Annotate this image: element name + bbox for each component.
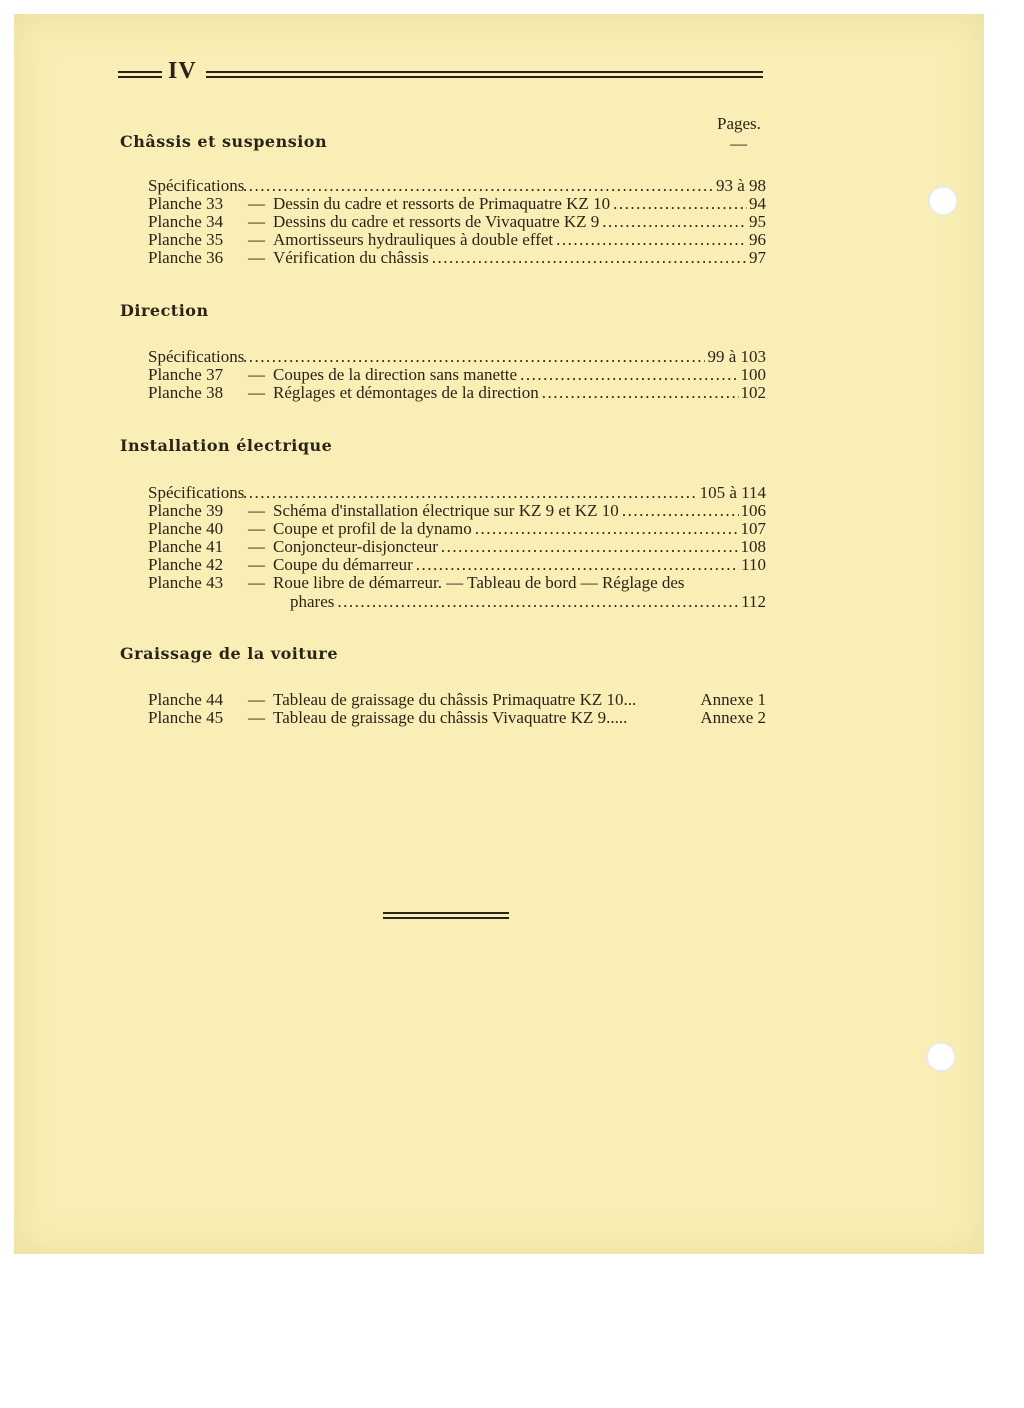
- leader-dots: [240, 484, 698, 502]
- toc-page: 97: [749, 248, 766, 267]
- toc-row: [148, 384, 766, 402]
- section-title-electrique: Installation électrique: [120, 436, 333, 455]
- toc-page: 96: [749, 230, 766, 249]
- leader-dots: [610, 195, 747, 213]
- toc-desc: Conjoncteur-disjoncteur: [273, 537, 438, 556]
- toc-desc: Amortisseurs hydrauliques à double effet: [273, 230, 554, 249]
- toc-row: [148, 691, 766, 709]
- leader-dots: [517, 366, 738, 384]
- toc-row: [148, 366, 766, 384]
- punch-hole-top: [928, 186, 958, 216]
- toc-page: Annexe 2: [700, 708, 766, 727]
- toc-row: [148, 348, 766, 366]
- toc-desc: Roue libre de démarreur. — Tableau de bord — Réglage des: [273, 573, 685, 592]
- leader-dots: [599, 213, 747, 231]
- toc-desc: Coupe et profil de la dynamo: [273, 519, 472, 538]
- toc-dash: —: [248, 212, 265, 231]
- toc-plate: Planche 34: [148, 212, 224, 231]
- toc-dash: —: [248, 690, 265, 709]
- toc-plate: Planche 38: [148, 383, 224, 402]
- toc-desc: Dessin du cadre et ressorts de Primaquatre KZ 10: [273, 194, 611, 213]
- leader-dots: [334, 593, 741, 611]
- toc-page: 102: [740, 383, 766, 402]
- toc-desc: Réglages et démontages de la direction: [273, 383, 539, 402]
- toc-dash: —: [248, 519, 265, 538]
- leader-dots: [240, 348, 705, 366]
- toc-dash: —: [248, 555, 265, 574]
- punch-hole-bottom: [926, 1042, 956, 1072]
- leader-dots: [553, 231, 747, 249]
- toc-page: 106: [740, 501, 766, 520]
- toc-dash: —: [248, 501, 265, 520]
- pages-column-dash: —: [730, 134, 747, 153]
- toc-plate: Planche 45: [148, 708, 224, 727]
- toc-desc: Coupes de la direction sans manette: [273, 365, 518, 384]
- toc-plate: Spécifications: [148, 347, 245, 366]
- toc-plate: Planche 44: [148, 690, 224, 709]
- toc-dash: —: [248, 248, 265, 267]
- toc-page: 94: [749, 194, 766, 213]
- toc-row: [148, 520, 766, 538]
- toc-row-continuation: [290, 593, 766, 611]
- toc-row: [148, 213, 766, 231]
- toc-page: 100: [740, 365, 766, 384]
- toc-plate: Planche 35: [148, 230, 224, 249]
- toc-page: 108: [740, 537, 766, 556]
- toc-row: [148, 484, 766, 502]
- toc-plate: Planche 42: [148, 555, 224, 574]
- toc-desc: Coupe du démarreur: [273, 555, 413, 574]
- toc-dash: —: [248, 708, 265, 727]
- toc-dash: —: [248, 573, 265, 592]
- toc-dash: —: [248, 383, 265, 402]
- closing-double-rule: [383, 912, 509, 920]
- toc-plate: Spécifications: [148, 176, 245, 195]
- leader-dots: [438, 538, 739, 556]
- page-number: IV: [168, 58, 197, 84]
- toc-row: [148, 709, 766, 727]
- toc-desc: Schéma d'installation électrique sur KZ 9 et KZ 10: [273, 501, 619, 520]
- toc-page: 107: [740, 519, 766, 538]
- toc-desc: Dessins du cadre et ressorts de Vivaquatre KZ 9: [273, 212, 600, 231]
- toc-page: 93 à 98: [715, 176, 766, 195]
- leader-dots: [472, 520, 739, 538]
- toc-plate: Planche 40: [148, 519, 224, 538]
- pages-column-label: Pages.: [717, 114, 761, 133]
- section-title-graissage: Graissage de la voiture: [120, 644, 338, 663]
- toc-row: [148, 249, 766, 267]
- toc-desc: Tableau de graissage du châssis Vivaquatre KZ 9.....: [273, 708, 628, 727]
- toc-plate: Planche 39: [148, 501, 224, 520]
- toc-dash: —: [248, 194, 265, 213]
- toc-row: [148, 538, 766, 556]
- toc-row: [148, 231, 766, 249]
- leader-dots: [429, 249, 747, 267]
- toc-page: 110: [741, 555, 766, 574]
- section-title-chassis: Châssis et suspension: [120, 132, 328, 151]
- toc-page: 105 à 114: [699, 483, 766, 502]
- header-rule-right: [206, 66, 763, 82]
- toc-desc: phares: [290, 592, 335, 611]
- toc-plate: Spécifications: [148, 483, 245, 502]
- section-title-direction: Direction: [120, 301, 209, 320]
- spacer: [627, 709, 698, 727]
- leader-dots: [539, 384, 739, 402]
- toc-plate: Planche 36: [148, 248, 224, 267]
- spacer: [636, 691, 698, 709]
- toc-page: 112: [741, 592, 766, 611]
- toc-page: 99 à 103: [707, 347, 766, 366]
- toc-desc: Vérification du châssis: [273, 248, 429, 267]
- leader-dots: [619, 502, 739, 520]
- toc-dash: —: [248, 230, 265, 249]
- leader-dots: [413, 556, 739, 574]
- toc-plate: Planche 33: [148, 194, 224, 213]
- toc-row: [148, 177, 766, 195]
- header-rule-left: [118, 66, 162, 82]
- toc-page: Annexe 1: [700, 690, 766, 709]
- toc-plate: Planche 41: [148, 537, 224, 556]
- toc-dash: —: [248, 365, 265, 384]
- toc-row: [148, 502, 766, 520]
- toc-dash: —: [248, 537, 265, 556]
- toc-plate: Planche 43: [148, 573, 224, 592]
- toc-row: [148, 574, 766, 592]
- toc-row: [148, 195, 766, 213]
- toc-plate: Planche 37: [148, 365, 224, 384]
- toc-row: [148, 556, 766, 574]
- toc-desc: Tableau de graissage du châssis Primaquatre KZ 10...: [273, 690, 637, 709]
- toc-page: 95: [749, 212, 766, 231]
- leader-dots: [240, 177, 714, 195]
